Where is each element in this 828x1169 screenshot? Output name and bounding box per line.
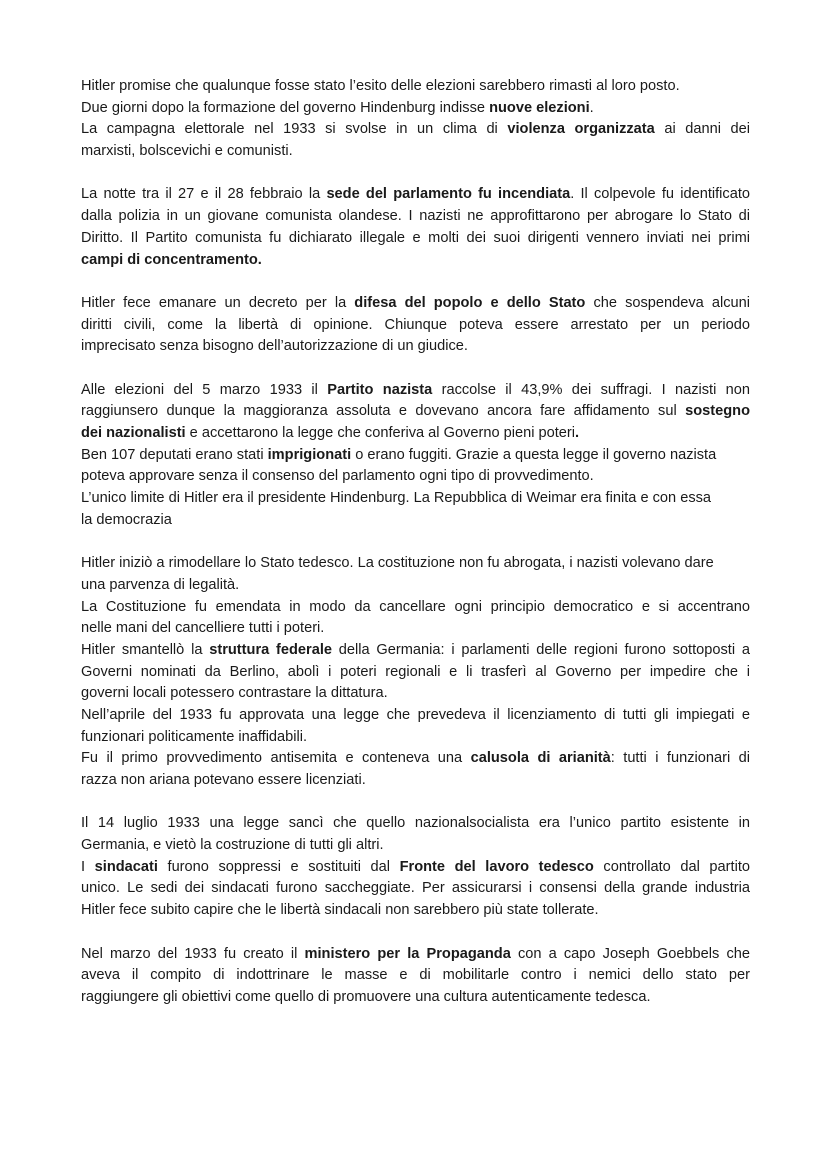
text-segment: I [81, 858, 95, 875]
bold-text: sindacati [94, 858, 158, 875]
bold-text: nuove elezioni [489, 99, 590, 116]
text-segment: unico. Le sedi dei sindacati furono saccheggiate. Per assicurarsi i consensi della grande industria [81, 880, 750, 897]
text-line [81, 206, 750, 228]
bold-text: Partito nazista [327, 381, 433, 398]
text-line [81, 987, 750, 1009]
paragraph [81, 380, 750, 532]
text-line [81, 878, 750, 900]
text-segment: L’unico limite di Hitler era il presidente Hindenburg. La Repubblica di Weimar era finita e con essa [81, 490, 712, 507]
text-segment: Alle elezioni del 5 marzo 1933 il [81, 381, 328, 398]
text-line [81, 770, 750, 792]
text-line [81, 727, 750, 749]
bold-text: calusola di arianità [470, 750, 611, 767]
paragraph [81, 813, 750, 921]
text-segment: Governi nominati da Berlino, abolì i poteri regionali e li trasferì al Governo per impedire che i [81, 663, 750, 680]
text-segment: Diritto. Il Partito comunista fu dichiarato illegale e molti dei suoi dirigenti vennero inviati nei primi [81, 229, 750, 246]
text-segment: razza non ariana potevano essere licenziati. [81, 772, 366, 788]
paragraph-gap [81, 531, 750, 553]
text-segment: controllato dal partito [593, 858, 750, 875]
text-line [81, 857, 750, 879]
text-segment: . [589, 99, 594, 116]
paragraph [81, 553, 750, 792]
text-segment: Nel marzo del 1933 fu creato il [81, 945, 305, 962]
bold-text: Fronte del lavoro tedesco [399, 858, 594, 875]
text-line [81, 228, 750, 250]
text-line [81, 944, 750, 966]
text-segment: Germania, e vietò la costruzione di tutti gli altri. [81, 837, 384, 854]
text-line [81, 683, 750, 705]
text-segment: raggiungere gli obiettivi come quello di promuovere una cultura autenticamente tedesca. [81, 988, 651, 1005]
text-line [81, 835, 750, 857]
text-segment: dalla polizia in un giovane comunista olandese. I nazisti ne approfittarono per abrogare lo Stato di [81, 208, 750, 225]
text-segment: aveva il compito di indottrinare le masse e di mobilitarle contro i nemici dello stato per [81, 967, 750, 984]
text-line [81, 597, 750, 619]
text-segment: funzionari politicamente inaffidabili. [81, 728, 308, 745]
text-segment: Hitler promise che qualunque fosse stato l’esito delle elezioni sarebbero rimasti al loro posto. [81, 78, 680, 94]
text-line [81, 401, 750, 423]
text-segment: La campagna elettorale nel 1933 si svolse in un clima di [81, 121, 508, 138]
text-line [81, 380, 750, 402]
paragraph [81, 944, 750, 1009]
paragraph [81, 293, 750, 358]
text-segment: Due giorni dopo la formazione del governo Hindenburg indisse [81, 99, 490, 116]
bold-text: difesa del popolo e dello Stato [354, 294, 586, 311]
text-line [81, 250, 750, 272]
text-segment: della Germania: i parlamenti delle regioni furono sottoposti a [332, 641, 750, 658]
text-segment: marxisti, bolscevichi e comunisti. [81, 143, 293, 160]
text-segment: furono soppressi e sostituiti dal [157, 858, 400, 875]
document-body [81, 76, 750, 1009]
text-line [81, 618, 750, 640]
text-segment: raccolse il 43,9% dei suffragi. I nazisti non [432, 381, 751, 398]
paragraph [81, 76, 750, 163]
text-segment: : tutti i funzionari di [610, 750, 750, 767]
text-line [81, 553, 750, 575]
bold-text: campi di concentramento. [81, 251, 262, 268]
text-line [81, 488, 750, 510]
text-line [81, 445, 750, 467]
text-segment: poteva approvare senza il consenso del parlamento ogni tipo di provvedimento. [81, 468, 594, 485]
text-line [81, 119, 750, 141]
text-segment: Hitler fece emanare un decreto per la [81, 294, 355, 311]
text-segment: imprecisato senza bisogno dell’autorizzazione di un giudice. [81, 338, 468, 355]
paragraph-gap [81, 271, 750, 293]
text-segment: Fu il primo provvedimento antisemita e conteneva una [81, 750, 471, 767]
bold-text: sede del parlamento fu incendiata [326, 186, 571, 203]
text-segment: La Costituzione fu emendata in modo da cancellare ogni principio democratico e si accentrano [81, 598, 750, 615]
bold-text: . [575, 425, 580, 441]
text-segment: Hitler fece subito capire che le libertà sindacali non sarebbero più state tollerate. [81, 902, 599, 919]
text-segment: La notte tra il 27 e il 28 febbraio la [81, 186, 327, 203]
bold-text: struttura federale [209, 641, 332, 658]
text-segment: raggiunsero dunque la maggioranza assoluta e dovevano ancora fare affidamento sul [81, 403, 686, 420]
text-segment: che sospendeva alcuni [585, 294, 751, 311]
text-line [81, 293, 750, 315]
text-segment: Ben 107 deputati erano stati [81, 446, 268, 463]
text-line [81, 76, 750, 98]
bold-text: imprigionati [267, 446, 352, 463]
text-line [81, 315, 750, 337]
paragraph-gap [81, 358, 750, 380]
text-segment: Il 14 luglio 1933 una legge sancì che quello nazionalsocialista era l’unico partito esistente in [81, 815, 750, 832]
text-line [81, 748, 750, 770]
text-line [81, 423, 750, 445]
text-segment: governi locali potessero contrastare la dittatura. [81, 685, 388, 702]
paragraph [81, 184, 750, 271]
text-segment: Hitler iniziò a rimodellare lo Stato tedesco. La costituzione non fu abrogata, i nazisti volevano dare [81, 555, 714, 572]
text-line [81, 813, 750, 835]
text-segment: con a capo Joseph Goebbels che [510, 945, 750, 962]
text-line [81, 466, 750, 488]
text-line [81, 662, 750, 684]
text-line [81, 336, 750, 358]
bold-text: dei nazionalisti [81, 425, 186, 441]
text-line [81, 965, 750, 987]
text-segment: ai danni dei [654, 121, 750, 138]
text-line [81, 640, 750, 662]
paragraph-gap [81, 792, 750, 814]
text-segment: . Il colpevole fu identificato [570, 186, 751, 203]
text-line [81, 900, 750, 922]
paragraph-gap [81, 922, 750, 944]
text-line [81, 184, 750, 206]
text-segment: Nell’aprile del 1933 fu approvata una legge che prevedeva il licenziamento di tutti gli impiegati e [81, 706, 750, 723]
text-line [81, 510, 750, 532]
bold-text: sostegno [685, 403, 750, 420]
text-segment: e accettarono la legge che conferiva al Governo pieni poteri [185, 425, 576, 441]
text-line [81, 98, 750, 120]
text-segment: una parvenza di legalità. [81, 576, 240, 593]
text-line [81, 575, 750, 597]
text-line [81, 141, 750, 163]
text-segment: Hitler smantellò la [81, 641, 210, 658]
text-segment: o erano fuggiti. Grazie a questa legge il governo nazista [351, 446, 717, 463]
text-segment: diritti civili, come la libertà di opinione. Chiunque poteva essere arrestato per un periodo [81, 316, 750, 333]
bold-text: ministero per la Propaganda [304, 945, 511, 962]
bold-text: violenza organizzata [507, 121, 655, 138]
text-segment: la democrazia [81, 511, 172, 528]
paragraph-gap [81, 163, 750, 185]
text-segment: nelle mani del cancelliere tutti i poteri. [81, 620, 325, 637]
text-line [81, 705, 750, 727]
